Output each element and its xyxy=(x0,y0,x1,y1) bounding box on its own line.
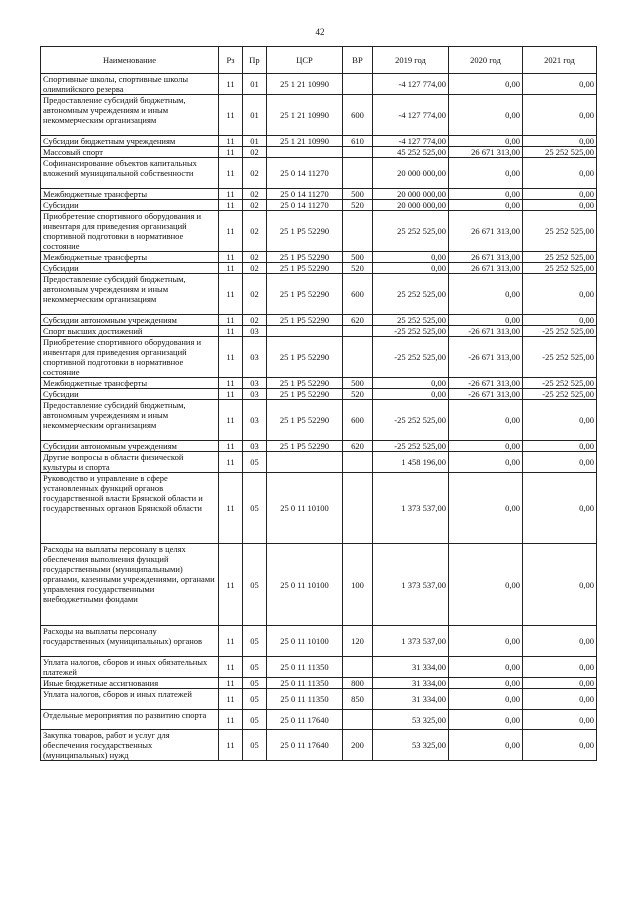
row-2019: 1 458 196,00 xyxy=(373,452,449,473)
row-2019: 25 252 525,00 xyxy=(373,211,449,252)
row-csr: 25 0 11 17640 xyxy=(267,710,343,730)
row-2021: 0,00 xyxy=(523,730,597,761)
table-row xyxy=(41,689,597,710)
row-2021: -25 252 525,00 xyxy=(523,326,597,337)
row-2020: 0,00 xyxy=(449,678,523,689)
row-vr: 200 xyxy=(343,730,373,761)
row-2021: 0,00 xyxy=(523,626,597,657)
row-csr: 25 1 P5 52290 xyxy=(267,378,343,389)
row-csr: 25 1 21 10990 xyxy=(267,74,343,95)
row-2020: 26 671 313,00 xyxy=(449,252,523,263)
row-2019: 1 373 537,00 xyxy=(373,473,449,544)
row-pr: 05 xyxy=(243,730,267,761)
table-row xyxy=(41,189,597,200)
table-row xyxy=(41,544,597,626)
row-name: Субсидии xyxy=(41,263,219,274)
row-2020: 0,00 xyxy=(449,274,523,315)
row-pr: 02 xyxy=(243,263,267,274)
table-row xyxy=(41,626,597,657)
row-2021: 0,00 xyxy=(523,158,597,189)
row-name: Спортивные школы, спортивные школы олимпийского резерва xyxy=(41,74,219,95)
header-row xyxy=(41,47,597,74)
row-2019: 25 252 525,00 xyxy=(373,315,449,326)
row-name: Межбюджетные трансферты xyxy=(41,189,219,200)
row-pr: 03 xyxy=(243,378,267,389)
row-vr xyxy=(343,657,373,678)
row-pr: 02 xyxy=(243,274,267,315)
row-2019: 0,00 xyxy=(373,263,449,274)
table-row xyxy=(41,74,597,95)
table-row xyxy=(41,315,597,326)
row-rz: 11 xyxy=(219,337,243,378)
row-rz: 11 xyxy=(219,452,243,473)
row-2020: -26 671 313,00 xyxy=(449,337,523,378)
row-rz: 11 xyxy=(219,389,243,400)
row-vr: 500 xyxy=(343,189,373,200)
row-2021: 0,00 xyxy=(523,74,597,95)
row-pr: 03 xyxy=(243,441,267,452)
row-name: Субсидии бюджетным учреждениям xyxy=(41,136,219,147)
row-2020: 0,00 xyxy=(449,544,523,626)
row-2019: 31 334,00 xyxy=(373,689,449,710)
row-vr: 850 xyxy=(343,689,373,710)
row-2019: 31 334,00 xyxy=(373,678,449,689)
row-2019: 1 373 537,00 xyxy=(373,626,449,657)
row-2020: 26 671 313,00 xyxy=(449,147,523,158)
table-row xyxy=(41,326,597,337)
row-pr: 03 xyxy=(243,337,267,378)
row-rz: 11 xyxy=(219,274,243,315)
row-vr: 800 xyxy=(343,678,373,689)
row-2020: 0,00 xyxy=(449,400,523,441)
row-rz: 11 xyxy=(219,657,243,678)
row-vr: 500 xyxy=(343,378,373,389)
row-2020: -26 671 313,00 xyxy=(449,378,523,389)
row-csr: 25 1 P5 52290 xyxy=(267,252,343,263)
row-rz: 11 xyxy=(219,158,243,189)
row-name: Межбюджетные трансферты xyxy=(41,378,219,389)
row-pr: 02 xyxy=(243,158,267,189)
row-2021: 0,00 xyxy=(523,710,597,730)
table-row xyxy=(41,378,597,389)
row-vr xyxy=(343,710,373,730)
row-2020: 0,00 xyxy=(449,74,523,95)
row-csr: 25 1 P5 52290 xyxy=(267,263,343,274)
row-2020: 0,00 xyxy=(449,136,523,147)
row-2020: 0,00 xyxy=(449,189,523,200)
row-vr: 120 xyxy=(343,626,373,657)
row-2019: 0,00 xyxy=(373,378,449,389)
row-2019: -25 252 525,00 xyxy=(373,326,449,337)
row-2020: 0,00 xyxy=(449,473,523,544)
row-pr: 01 xyxy=(243,95,267,136)
row-csr: 25 1 P5 52290 xyxy=(267,337,343,378)
row-csr: 25 1 21 10990 xyxy=(267,95,343,136)
row-2021: 0,00 xyxy=(523,136,597,147)
row-rz: 11 xyxy=(219,730,243,761)
header-2021: 2021 год xyxy=(523,47,597,74)
row-csr: 25 1 P5 52290 xyxy=(267,315,343,326)
row-name: Массовый спорт xyxy=(41,147,219,158)
table-row xyxy=(41,452,597,473)
row-rz: 11 xyxy=(219,689,243,710)
row-2021: 0,00 xyxy=(523,452,597,473)
row-2021: 0,00 xyxy=(523,544,597,626)
row-2019: 20 000 000,00 xyxy=(373,189,449,200)
row-pr: 05 xyxy=(243,710,267,730)
row-rz: 11 xyxy=(219,200,243,211)
header-csr: ЦСР xyxy=(267,47,343,74)
row-pr: 02 xyxy=(243,200,267,211)
row-pr: 02 xyxy=(243,147,267,158)
row-vr xyxy=(343,337,373,378)
row-vr xyxy=(343,452,373,473)
row-pr: 03 xyxy=(243,389,267,400)
row-2021: 0,00 xyxy=(523,95,597,136)
row-csr: 25 0 11 11350 xyxy=(267,678,343,689)
row-rz: 11 xyxy=(219,211,243,252)
row-name: Закупка товаров, работ и услуг для обеспечения государственных (муниципальных) нужд xyxy=(41,730,219,761)
row-rz: 11 xyxy=(219,326,243,337)
row-2021: 0,00 xyxy=(523,274,597,315)
table-body xyxy=(41,74,597,761)
table-row xyxy=(41,678,597,689)
row-2020: 0,00 xyxy=(449,730,523,761)
row-csr: 25 0 11 11350 xyxy=(267,657,343,678)
table-row xyxy=(41,95,597,136)
table-row xyxy=(41,337,597,378)
row-name: Субсидии xyxy=(41,200,219,211)
row-name: Субсидии автономным учреждениям xyxy=(41,315,219,326)
row-csr: 25 1 P5 52290 xyxy=(267,274,343,315)
row-pr: 05 xyxy=(243,473,267,544)
row-name: Приобретение спортивного оборудования и инвентаря для приведения организаций спортивной подготовки в нормативное состояние xyxy=(41,337,219,378)
row-pr: 02 xyxy=(243,189,267,200)
row-vr: 600 xyxy=(343,95,373,136)
row-vr: 520 xyxy=(343,263,373,274)
row-csr: 25 1 21 10990 xyxy=(267,136,343,147)
table-row xyxy=(41,730,597,761)
row-2021: -25 252 525,00 xyxy=(523,337,597,378)
row-2021: 0,00 xyxy=(523,678,597,689)
row-csr xyxy=(267,452,343,473)
row-rz: 11 xyxy=(219,147,243,158)
row-rz: 11 xyxy=(219,315,243,326)
table-row xyxy=(41,389,597,400)
table-row xyxy=(41,263,597,274)
row-2019: 31 334,00 xyxy=(373,657,449,678)
budget-table xyxy=(40,46,597,761)
table-row xyxy=(41,473,597,544)
row-pr: 02 xyxy=(243,315,267,326)
row-2020: 0,00 xyxy=(449,441,523,452)
row-vr: 500 xyxy=(343,252,373,263)
row-2021: -25 252 525,00 xyxy=(523,378,597,389)
row-name: Расходы на выплаты персоналу в целях обеспечения выполнения функций государственными (муниципальными) органами, казенными учреждениями, органами управления государственными внебюджетными фондами xyxy=(41,544,219,626)
row-csr: 25 0 14 11270 xyxy=(267,158,343,189)
row-2021: 0,00 xyxy=(523,657,597,678)
row-csr: 25 0 11 10100 xyxy=(267,473,343,544)
row-vr: 520 xyxy=(343,389,373,400)
row-name: Расходы на выплаты персоналу государственных (муниципальных) органов xyxy=(41,626,219,657)
row-csr: 25 1 P5 52290 xyxy=(267,211,343,252)
row-pr: 05 xyxy=(243,544,267,626)
row-csr: 25 0 11 17640 xyxy=(267,730,343,761)
row-pr: 01 xyxy=(243,74,267,95)
row-2020: 0,00 xyxy=(449,158,523,189)
row-name: Приобретение спортивного оборудования и инвентаря для приведения организаций спортивной подготовки в нормативное состояние xyxy=(41,211,219,252)
row-vr xyxy=(343,158,373,189)
row-2019: 1 373 537,00 xyxy=(373,544,449,626)
row-name: Спорт высших достижений xyxy=(41,326,219,337)
row-2020: 0,00 xyxy=(449,710,523,730)
row-2020: -26 671 313,00 xyxy=(449,389,523,400)
row-2021: 0,00 xyxy=(523,189,597,200)
row-csr xyxy=(267,147,343,158)
row-2019: 45 252 525,00 xyxy=(373,147,449,158)
row-2021: 0,00 xyxy=(523,689,597,710)
row-2021: -25 252 525,00 xyxy=(523,389,597,400)
row-pr: 03 xyxy=(243,326,267,337)
table-row xyxy=(41,252,597,263)
row-2019: 0,00 xyxy=(373,389,449,400)
row-name: Субсидии xyxy=(41,389,219,400)
row-2019: 0,00 xyxy=(373,252,449,263)
header-vr: ВР xyxy=(343,47,373,74)
row-name: Предоставление субсидий бюджетным, автономным учреждениям и иным некоммерческим организациям xyxy=(41,95,219,136)
row-csr: 25 1 P5 52290 xyxy=(267,441,343,452)
header-rz: Рз xyxy=(219,47,243,74)
row-vr xyxy=(343,211,373,252)
row-csr: 25 1 P5 52290 xyxy=(267,389,343,400)
row-vr: 600 xyxy=(343,400,373,441)
row-2019: 20 000 000,00 xyxy=(373,158,449,189)
table-row xyxy=(41,211,597,252)
row-vr: 620 xyxy=(343,315,373,326)
table-row xyxy=(41,274,597,315)
row-vr: 610 xyxy=(343,136,373,147)
row-2020: 0,00 xyxy=(449,626,523,657)
table-row xyxy=(41,400,597,441)
row-2019: -25 252 525,00 xyxy=(373,400,449,441)
row-pr: 02 xyxy=(243,211,267,252)
header-2019: 2019 год xyxy=(373,47,449,74)
row-pr: 01 xyxy=(243,136,267,147)
row-vr: 620 xyxy=(343,441,373,452)
row-name: Межбюджетные трансферты xyxy=(41,252,219,263)
row-rz: 11 xyxy=(219,189,243,200)
row-pr: 05 xyxy=(243,657,267,678)
row-csr: 25 0 11 11350 xyxy=(267,689,343,710)
row-rz: 11 xyxy=(219,252,243,263)
row-csr: 25 1 P5 52290 xyxy=(267,400,343,441)
row-name: Субсидии автономным учреждениям xyxy=(41,441,219,452)
row-2021: 0,00 xyxy=(523,315,597,326)
row-2019: -4 127 774,00 xyxy=(373,74,449,95)
row-2019: -4 127 774,00 xyxy=(373,136,449,147)
row-2020: 0,00 xyxy=(449,657,523,678)
row-rz: 11 xyxy=(219,263,243,274)
row-2019: 20 000 000,00 xyxy=(373,200,449,211)
row-pr: 05 xyxy=(243,678,267,689)
row-2020: 0,00 xyxy=(449,315,523,326)
row-name: Другие вопросы в области физической культуры и спорта xyxy=(41,452,219,473)
row-rz: 11 xyxy=(219,473,243,544)
table-row xyxy=(41,147,597,158)
row-rz: 11 xyxy=(219,626,243,657)
row-vr: 520 xyxy=(343,200,373,211)
row-rz: 11 xyxy=(219,74,243,95)
row-name: Руководство и управление в сфере установленных функций органов государственной власти Брянской области и государственных органов Брянской области xyxy=(41,473,219,544)
row-vr xyxy=(343,147,373,158)
row-2020: 0,00 xyxy=(449,452,523,473)
row-2021: 25 252 525,00 xyxy=(523,263,597,274)
row-csr: 25 0 11 10100 xyxy=(267,626,343,657)
row-2019: 25 252 525,00 xyxy=(373,274,449,315)
row-pr: 03 xyxy=(243,400,267,441)
row-2021: 0,00 xyxy=(523,473,597,544)
row-csr: 25 0 14 11270 xyxy=(267,189,343,200)
row-name: Уплата налогов, сборов и иных платежей xyxy=(41,689,219,710)
row-pr: 02 xyxy=(243,252,267,263)
row-2019: -25 252 525,00 xyxy=(373,441,449,452)
row-2019: 53 325,00 xyxy=(373,730,449,761)
row-2021: 0,00 xyxy=(523,200,597,211)
row-name: Уплата налогов, сборов и иных обязательных платежей xyxy=(41,657,219,678)
row-2021: 0,00 xyxy=(523,441,597,452)
table-row xyxy=(41,158,597,189)
row-2019: 53 325,00 xyxy=(373,710,449,730)
row-2020: 26 671 313,00 xyxy=(449,263,523,274)
table-row xyxy=(41,200,597,211)
row-vr: 600 xyxy=(343,274,373,315)
row-rz: 11 xyxy=(219,710,243,730)
row-pr: 05 xyxy=(243,689,267,710)
row-2021: 25 252 525,00 xyxy=(523,211,597,252)
row-2020: -26 671 313,00 xyxy=(449,326,523,337)
row-name: Предоставление субсидий бюджетным, автономным учреждениям и иным некоммерческим организациям xyxy=(41,274,219,315)
row-rz: 11 xyxy=(219,441,243,452)
row-2019: -25 252 525,00 xyxy=(373,337,449,378)
row-rz: 11 xyxy=(219,678,243,689)
row-2021: 25 252 525,00 xyxy=(523,147,597,158)
row-rz: 11 xyxy=(219,136,243,147)
row-2021: 0,00 xyxy=(523,400,597,441)
row-name: Софинансирование объектов капитальных вложений муниципальной собственности xyxy=(41,158,219,189)
row-pr: 05 xyxy=(243,626,267,657)
row-pr: 05 xyxy=(243,452,267,473)
header-2020: 2020 год xyxy=(449,47,523,74)
row-name: Иные бюджетные ассигнования xyxy=(41,678,219,689)
row-rz: 11 xyxy=(219,95,243,136)
row-vr: 100 xyxy=(343,544,373,626)
page-number: 42 xyxy=(315,27,325,37)
header-pr: Пр xyxy=(243,47,267,74)
row-2020: 26 671 313,00 xyxy=(449,211,523,252)
row-2021: 25 252 525,00 xyxy=(523,252,597,263)
row-2020: 0,00 xyxy=(449,95,523,136)
header-name: Наименование xyxy=(41,47,219,74)
row-csr: 25 0 11 10100 xyxy=(267,544,343,626)
table-row xyxy=(41,657,597,678)
table-row xyxy=(41,710,597,730)
row-rz: 11 xyxy=(219,400,243,441)
row-csr xyxy=(267,326,343,337)
row-2019: -4 127 774,00 xyxy=(373,95,449,136)
row-name: Предоставление субсидий бюджетным, автономным учреждениям и иным некоммерческим организациям xyxy=(41,400,219,441)
table-row xyxy=(41,136,597,147)
row-2020: 0,00 xyxy=(449,689,523,710)
row-rz: 11 xyxy=(219,378,243,389)
row-rz: 11 xyxy=(219,544,243,626)
row-name: Отдельные мероприятия по развитию спорта xyxy=(41,710,219,730)
row-vr xyxy=(343,74,373,95)
row-vr xyxy=(343,326,373,337)
table-row xyxy=(41,441,597,452)
row-vr xyxy=(343,473,373,544)
row-csr: 25 0 14 11270 xyxy=(267,200,343,211)
row-2020: 0,00 xyxy=(449,200,523,211)
